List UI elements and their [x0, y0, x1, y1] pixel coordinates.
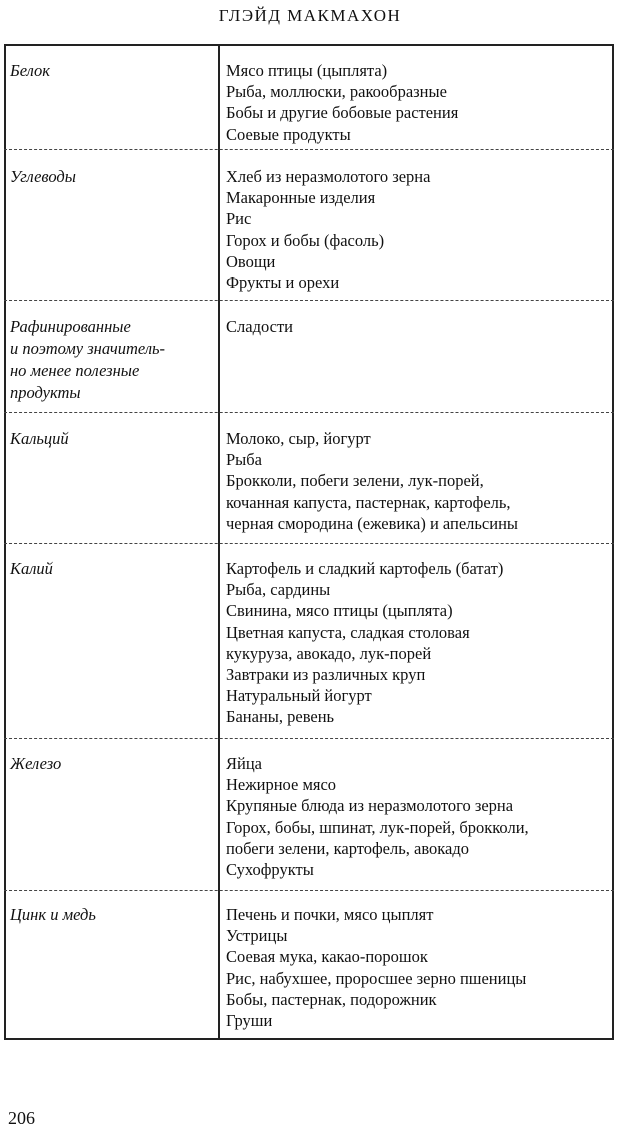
list-item: Соевые продукты: [226, 124, 351, 144]
list-item: Сладости: [226, 317, 293, 336]
row-separator: [4, 300, 614, 301]
category-line: продукты: [10, 383, 81, 402]
list-item: Рыба, сардины: [226, 580, 331, 600]
list-item: Горох и бобы (фасоль): [226, 230, 385, 250]
row-separator: [4, 149, 614, 150]
list-item: кукуруза, авокадо, лук-порей: [226, 643, 432, 663]
row-separator: [4, 738, 614, 739]
list-item: Соевая мука, какао-порошок: [226, 947, 428, 967]
nutrient-table: [4, 44, 614, 1040]
list-item: Макаронные изделия: [226, 188, 376, 208]
items-iron: [226, 753, 611, 880]
category-zinc-copper: Цинк и медь: [10, 905, 96, 924]
category-iron: Железо: [10, 754, 62, 773]
row-separator: [4, 543, 614, 544]
list-item: Натуральный йогурт: [226, 686, 372, 706]
items-refined-products: [226, 316, 611, 337]
list-item: Бобы, пастернак, подорожник: [226, 989, 437, 1009]
list-item: Бананы, ревень: [226, 707, 335, 727]
category-calcium: Кальций: [10, 429, 69, 448]
list-item: Сухофрукты: [226, 860, 314, 880]
list-item: Мясо птицы (цыплята): [226, 61, 388, 80]
category-refined-products: [10, 316, 210, 404]
list-item: Рыба, моллюски, ракообразные: [226, 82, 447, 102]
page-number: 206: [8, 1108, 35, 1128]
list-item: Рыба: [226, 450, 262, 470]
table-top-border: [4, 44, 614, 46]
list-item: Нежирное мясо: [226, 775, 337, 795]
list-item: Цветная капуста, сладкая столовая: [226, 622, 470, 642]
category-potassium: Калий: [10, 559, 53, 578]
category-line: Рафинированные: [10, 317, 131, 336]
category-carbohydrates: Углеводы: [10, 167, 76, 186]
list-item: Горох, бобы, шпинат, лук-порей, брокколи,: [226, 817, 529, 837]
list-item: Груши: [226, 1011, 273, 1031]
list-item: Картофель и сладкий картофель (батат): [226, 559, 504, 578]
list-item: побеги зелени, картофель, авокадо: [226, 838, 469, 858]
list-item: Свинина, мясо птицы (цыплята): [226, 601, 453, 621]
items-protein: [226, 60, 611, 145]
category-line: но менее полезные: [10, 361, 140, 380]
list-item: Хлеб из неразмолотого зерна: [226, 167, 431, 186]
list-item: Овощи: [226, 251, 276, 271]
list-item: Рис: [226, 209, 252, 229]
list-item: Молоко, сыр, йогурт: [226, 429, 371, 448]
category-protein: Белок: [10, 61, 51, 80]
list-item: Печень и почки, мясо цыплят: [226, 905, 434, 924]
list-item: Крупяные блюда из неразмолотого зерна: [226, 796, 514, 816]
list-item: Бобы и другие бобовые растения: [226, 103, 459, 123]
list-item: Фрукты и орехи: [226, 273, 340, 293]
list-item: Брокколи, побеги зелени, лук-порей,: [226, 471, 484, 491]
items-calcium: [226, 428, 611, 534]
list-item: Яйца: [226, 754, 262, 773]
running-header: ГЛЭЙД МАКМАХОН: [218, 6, 402, 25]
list-item: Завтраки из различных круп: [226, 665, 426, 685]
row-separator: [4, 412, 614, 413]
items-potassium: [226, 558, 611, 728]
table-bottom-border: [4, 1038, 614, 1040]
category-line: и поэтому значитель-: [10, 339, 166, 358]
row-separator: [4, 890, 614, 891]
list-item: Рис, набухшее, проросшее зерно пшеницы: [226, 968, 527, 988]
list-item: кочанная капуста, пастернак, картофель,: [226, 492, 511, 512]
items-carbohydrates: [226, 166, 611, 293]
items-zinc-copper: [226, 904, 611, 1031]
list-item: Устрицы: [226, 926, 288, 946]
list-item: черная смородина (ежевика) и апельсины: [226, 513, 518, 533]
